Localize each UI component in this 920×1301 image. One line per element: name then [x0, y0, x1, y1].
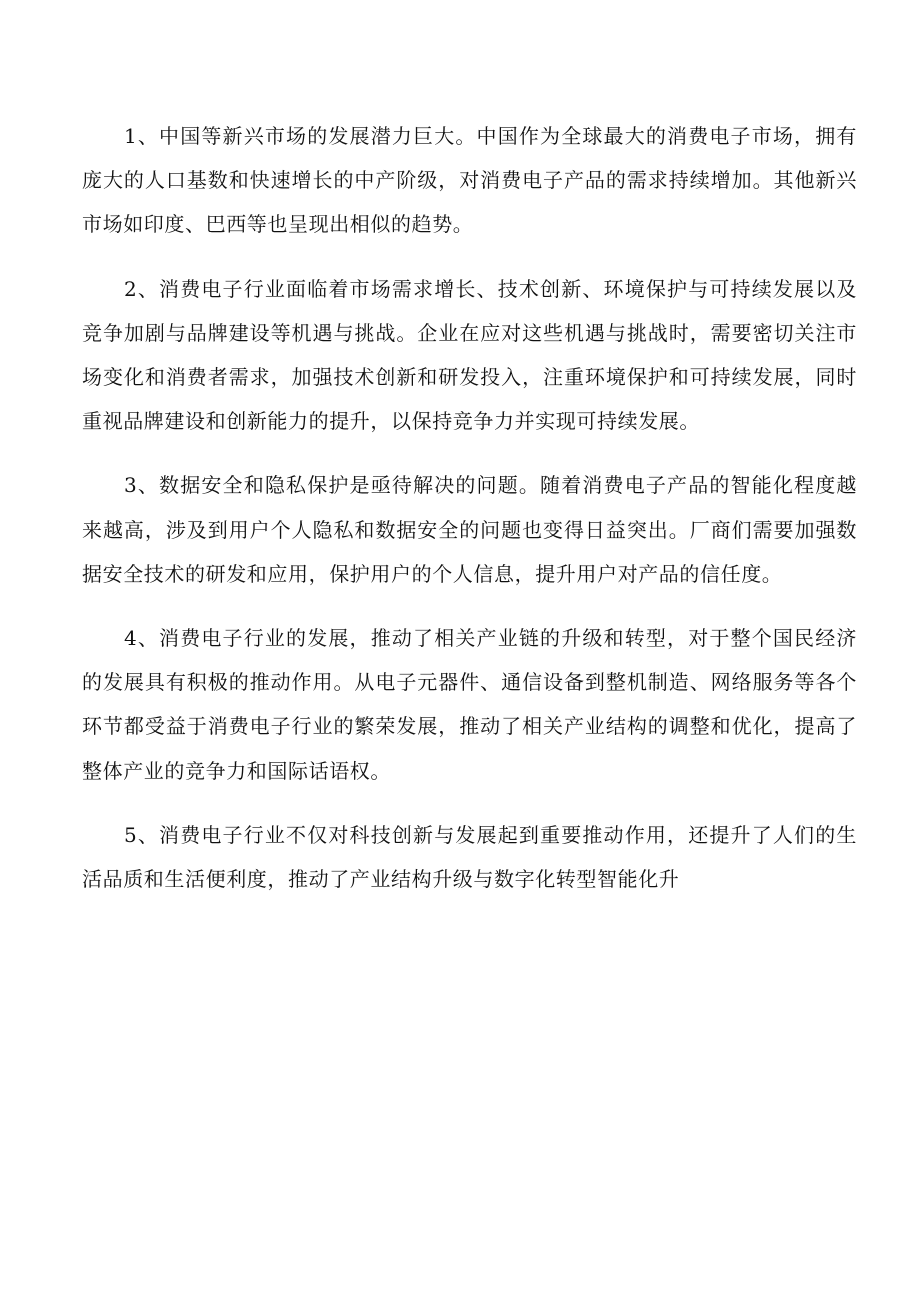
paragraph-5: 5、消费电子行业不仅对科技创新与发展起到重要推动作用，还提升了人们的生活品质和生活便利度，推动了产业结构升级与数字化转型智能化升: [82, 822, 857, 892]
paragraph-2: 2、消费电子行业面临着市场需求增长、技术创新、环境保护与可持续发展以及竞争加剧与品牌建设等机遇与挑战。企业在应对这些机遇与挑战时，需要密切关注市场变化和消费者需求，加强技术创新和研发投入，注重环境保护和可持续发展，同时重视品牌建设和创新能力的提升，以保持竞争力并实现可持续发展。: [82, 276, 857, 434]
paragraph-3: 3、数据安全和隐私保护是亟待解决的问题。随着消费电子产品的智能化程度越来越高，涉及到用户个人隐私和数据安全的问题也变得日益突出。厂商们需要加强数据安全技术的研发和应用，保护用户的个人信息，提升用户对产品的信任度。: [82, 473, 857, 586]
document-body: [82, 114, 857, 921]
paragraph-1: 1、中国等新兴市场的发展潜力巨大。中国作为全球最大的消费电子市场，拥有庞大的人口基数和快速增长的中产阶级，对消费电子产品的需求持续增加。其他新兴市场如印度、巴西等也呈现出相似的趋势。: [82, 124, 857, 237]
paragraph-4: 4、消费电子行业的发展，推动了相关产业链的升级和转型，对于整个国民经济的发展具有积极的推动作用。从电子元器件、通信设备到整机制造、网络服务等各个环节都受益于消费电子行业的繁荣发展，推动了相关产业结构的调整和优化，提高了整体产业的竞争力和国际话语权。: [82, 626, 857, 783]
